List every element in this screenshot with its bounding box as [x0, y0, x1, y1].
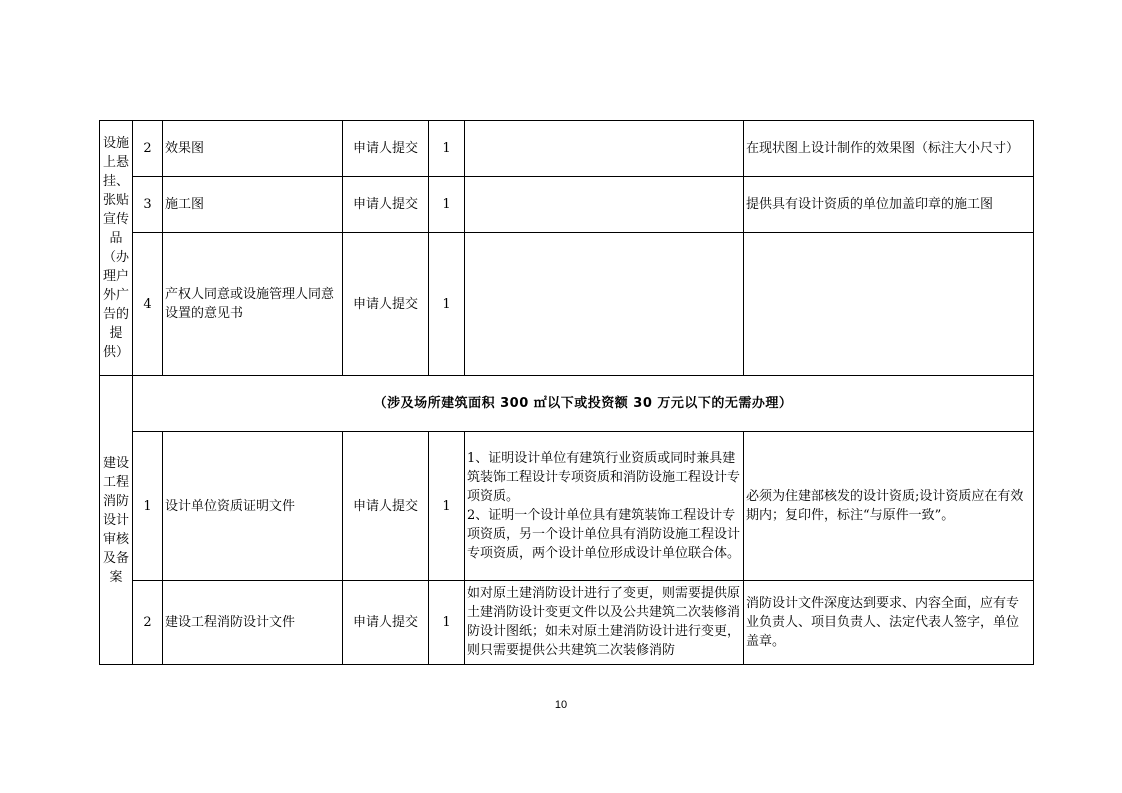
note-cell: 消防设计文件深度达到要求、内容全面，应有专业负责人、项目负责人、法定代表人签字，单位盖章。 [744, 581, 1034, 665]
requirement-text: 如对原土建消防设计进行了变更，则需要提供原土建消防设计变更文件以及公共建筑二次装修消防设计图纸；如未对原土建消防设计进行变更，则只需要提供公共建筑二次装修消防 [467, 585, 741, 658]
table-row [100, 121, 1034, 177]
note-cell: 必须为住建部核发的设计资质;设计资质应在有效期内；复印件，标注“与原件一致”。 [744, 432, 1034, 581]
row-number: 3 [133, 177, 163, 233]
table-row [100, 581, 1034, 665]
materials-table [99, 120, 1034, 665]
row-number: 2 [133, 581, 163, 665]
count-cell: 1 [429, 581, 465, 665]
requirement-cell: 1、证明设计单位有建筑行业资质或同时兼具建筑装饰工程设计专项资质和消防设施工程设计专项资质。 2、证明一个设计单位具有建筑装饰工程设计专项资质，另一个设计单位具有消防设施工程设计专项资质，两个设计单位形成设计单位联合体。 [465, 432, 744, 581]
count-cell: 1 [429, 177, 465, 233]
material-name: 建设工程消防设计文件 [163, 581, 343, 665]
material-name: 设计单位资质证明文件 [163, 432, 343, 581]
submitter-cell: 申请人提交 [343, 233, 429, 376]
note-cell: 在现状图上设计制作的效果图（标注大小尺寸） [744, 121, 1034, 177]
requirement-cell [465, 177, 744, 233]
material-name: 效果图 [163, 121, 343, 177]
submitter-cell: 申请人提交 [343, 432, 429, 581]
requirement-cell [465, 581, 744, 665]
page-number: 10 [554, 699, 568, 711]
count-cell: 1 [429, 233, 465, 376]
table-row [100, 233, 1034, 376]
requirement-cell [465, 233, 744, 376]
row-number: 1 [133, 432, 163, 581]
count-cell: 1 [429, 121, 465, 177]
table-row [100, 177, 1034, 233]
table-row [100, 432, 1034, 581]
material-name: 产权人同意或设施管理人同意设置的意见书 [163, 233, 343, 376]
submitter-cell: 申请人提交 [343, 177, 429, 233]
material-name: 施工图 [163, 177, 343, 233]
submitter-cell: 申请人提交 [343, 121, 429, 177]
note-cell [744, 233, 1034, 376]
table-row [100, 376, 1034, 432]
row-number: 4 [133, 233, 163, 376]
category-cell: 建设工程消防设计审核及备案 [100, 376, 133, 665]
submitter-cell: 申请人提交 [343, 581, 429, 665]
section-heading: （涉及场所建筑面积 300 ㎡以下或投资额 30 万元以下的无需办理） [133, 376, 1034, 432]
count-cell: 1 [429, 432, 465, 581]
category-cell: 设施上悬挂、张贴宣传品（办理户外广告的提供） [100, 121, 133, 376]
requirement-cell [465, 121, 744, 177]
note-cell: 提供具有设计资质的单位加盖印章的施工图 [744, 177, 1034, 233]
row-number: 2 [133, 121, 163, 177]
